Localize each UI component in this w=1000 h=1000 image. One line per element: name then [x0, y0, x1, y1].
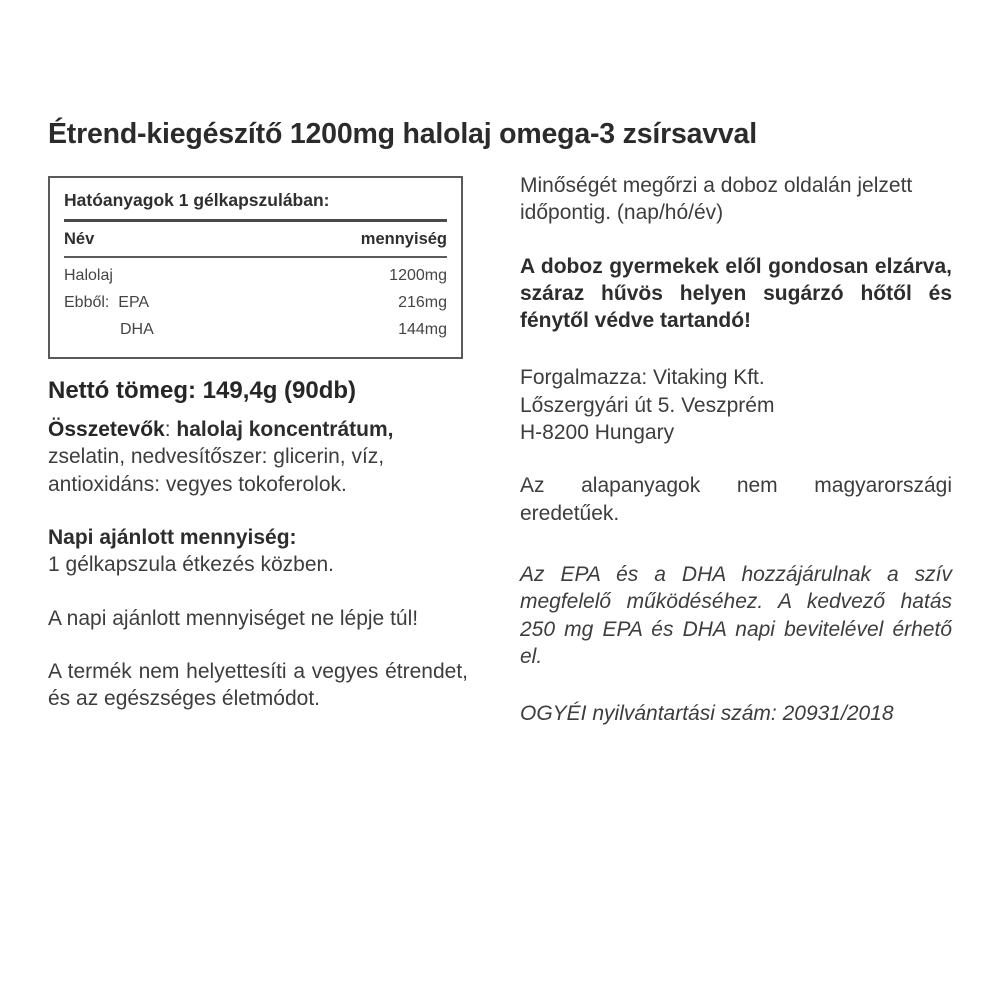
facts-header-row [64, 222, 447, 256]
facts-row-name-epa [64, 289, 297, 316]
page-title: Étrend-kiegészítő 1200mg halolaj omega-3 zsírsavval [48, 118, 757, 150]
ingredients-primary: halolaj koncentrátum, [176, 418, 394, 442]
best-before-text: Minőségét megőrzi a doboz oldalán jelzett időpontig. (nap/hó/év) [520, 174, 913, 225]
net-weight: Nettó tömeg: 149,4g (90db) [48, 377, 357, 405]
ingredients-rest: zselatin, nedvesítőszer: glicerin, víz, antioxidáns: vegyes tokoferolok. [48, 445, 385, 496]
distributor-line-1: Forgalmazza: Vitaking Kft. [520, 366, 765, 390]
facts-column-header-amount: mennyiség [360, 229, 447, 248]
facts-row-name: Halolaj [64, 266, 113, 284]
facts-row-amount: 144mg [398, 320, 447, 338]
facts-column-header-name: Név [64, 229, 95, 248]
facts-row-amount: 216mg [398, 293, 447, 311]
table-row [64, 316, 447, 343]
facts-heading: Hatóanyagok 1 gélkapszulában: [64, 190, 330, 210]
distributor-line-3: H-8200 Hungary [520, 421, 675, 445]
storage-warning: A doboz gyermekek elől gondosan elzárva, száraz hűvös helyen sugárzó hőtől és fénytől védve tartandó! [520, 254, 952, 333]
dosage-label: Napi ajánlott mennyiség: [48, 526, 297, 550]
ingredients-colon: : [164, 418, 177, 442]
facts-body-table [64, 258, 447, 344]
distributor-line-2: Lőszergyári út 5. Veszprém [520, 393, 775, 417]
ingredients-label: Összetevők [48, 418, 165, 442]
facts-row-name: EPA [118, 293, 150, 311]
facts-row-prefix: Ebből: [64, 293, 110, 311]
diet-disclaimer: A termék nem helyettesíti a vegyes étrendet, és az egészséges életmódot. [48, 659, 468, 711]
registration-number: OGYÉI nyilvántartási szám: 20931/2018 [520, 702, 894, 726]
table-row [64, 289, 447, 316]
table-row [64, 258, 447, 290]
facts-row-amount: 1200mg [389, 266, 447, 284]
health-claim: Az EPA és a DHA hozzájárulnak a szív megfelelő működéséhez. A kedvező hatás 250 mg EPA és DHA napi bevitelével érhető el. [520, 562, 952, 668]
ingredients-paragraph [48, 416, 468, 498]
dosage-warning: A napi ajánlott mennyiséget ne lépje túl! [48, 606, 419, 630]
supplement-facts-box [48, 176, 463, 359]
origin-statement: Az alapanyagok nem magyarországi eredetűek. [520, 474, 952, 525]
facts-row-name: DHA [120, 320, 154, 338]
right-column [520, 172, 952, 727]
left-column [48, 176, 468, 713]
facts-table [64, 222, 447, 256]
dosage-value: 1 gélkapszula étkezés közben. [48, 553, 335, 577]
